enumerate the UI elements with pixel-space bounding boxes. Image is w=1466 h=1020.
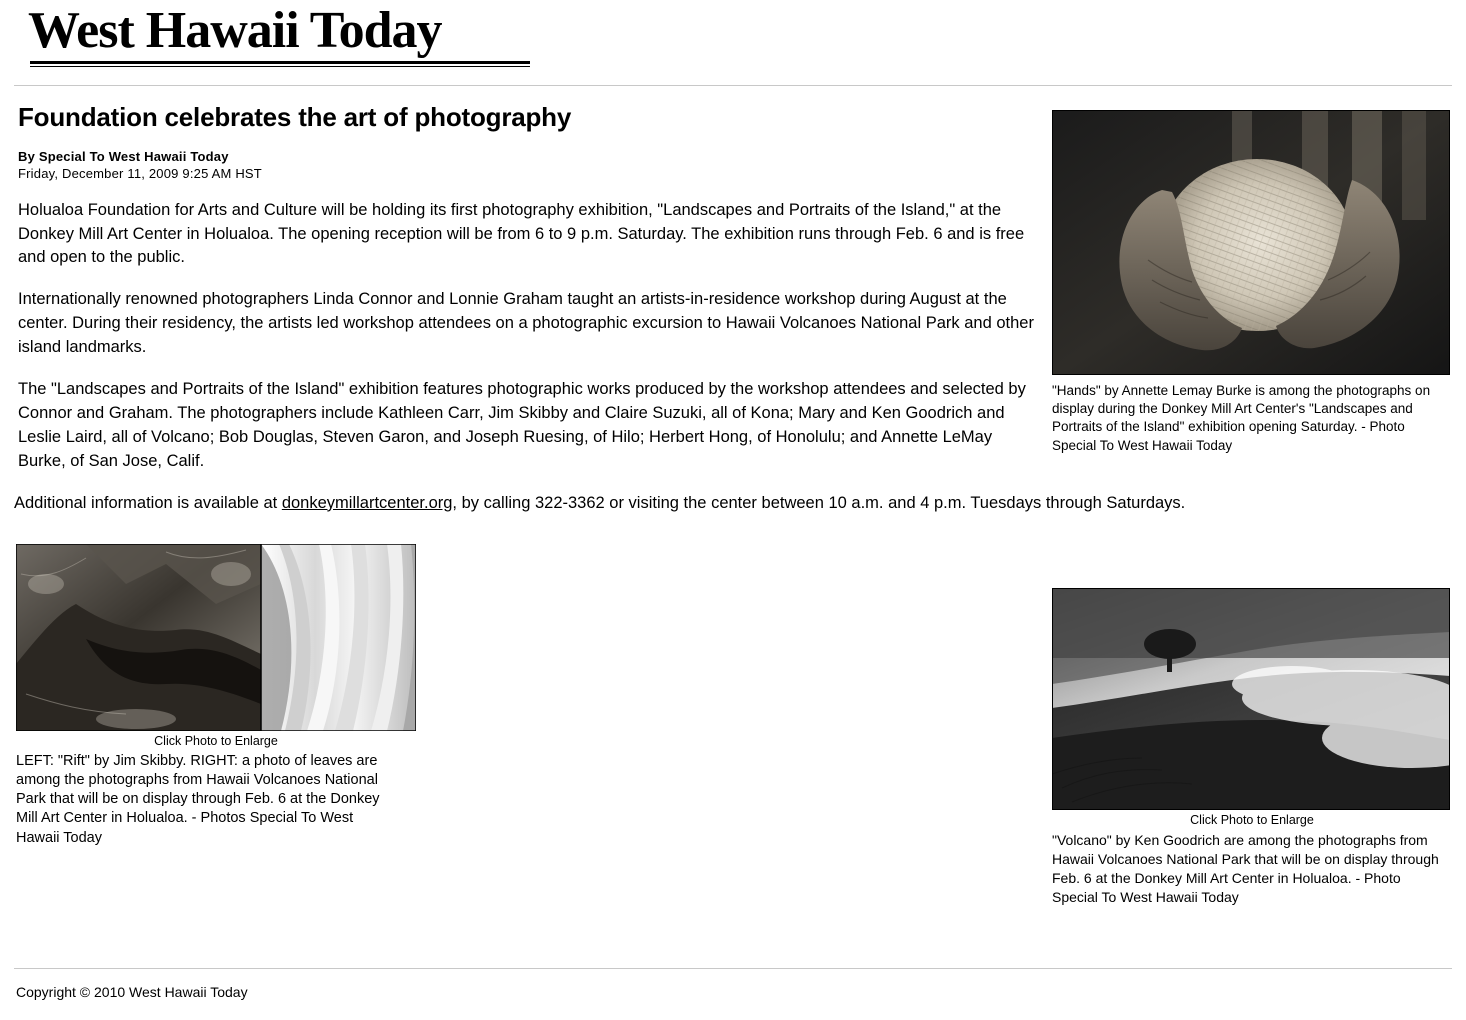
- paragraph: The "Landscapes and Portraits of the Island" exhibition features photographic works produced by the workshop attendees and selected by Connor and Graham. The photographers include Kathleen Carr, Jim Skibby and Claire Suzuki, all of Kona; Mary and Ken Goodrich and Leslie Laird, all of Volcano; Bob Douglas, Steven Garon, and Joseph Ruesing, of Hilo; Herbert Hong, of Honolulu; and Annette LeMay Burke, of San Jose, Calif.: [18, 380, 1026, 470]
- masthead-rule-thick: [30, 61, 530, 64]
- additional-info-before: Additional information is available at: [14, 493, 282, 512]
- left-photo-row: [16, 544, 416, 731]
- volcano-photo[interactable]: [1052, 588, 1450, 810]
- additional-info-after: , by calling 322-3362 or visiting the center between 10 a.m. and 4 p.m. Tuesdays through Saturdays.: [452, 493, 1186, 512]
- volcano-photo-enlarge-label[interactable]: Click Photo to Enlarge: [1190, 813, 1314, 827]
- rift-photo[interactable]: [16, 544, 261, 731]
- volcano-photo-caption: "Volcano" by Ken Goodrich are among the photographs from Hawaii Volcanoes National Park that will be on display through Feb. 6 at the Donkey Mill Art Center in Holualoa. - Photo Special To West Hawaii Today: [1052, 832, 1439, 905]
- left-photo-caption: LEFT: "Rift" by Jim Skibby. RIGHT: a photo of leaves are among the photographs from Hawaii Volcanoes National Park that will be on display through Feb. 6 at the Donkey Mill Art Center in Holualoa. - Photos Special To West Hawaii Today: [16, 753, 380, 846]
- rift-photo-image: [16, 544, 261, 731]
- masthead-rules: [30, 61, 530, 67]
- left-photo-enlarge-label[interactable]: Click Photo to Enlarge: [154, 734, 278, 748]
- article-body: [18, 199, 1038, 474]
- hands-photo-image: [1052, 110, 1450, 375]
- footer-divider: [14, 968, 1452, 969]
- byline: By Special To West Hawaii Today: [18, 148, 229, 164]
- paragraph: Internationally renowned photographers Linda Connor and Lonnie Graham taught an artists-in-residence workshop during August at the center. During their residency, the artists led workshop attendees on a photographic excursion to Hawaii Volcanoes National Park and other island landmarks.: [18, 290, 1034, 357]
- left-photo-group: [16, 544, 416, 848]
- volcano-photo-group: [1052, 588, 1452, 907]
- page-title: Foundation celebrates the art of photography: [18, 101, 572, 132]
- dateline: Friday, December 11, 2009 9:25 AM HST: [18, 165, 262, 181]
- donkeymillartcenter-link[interactable]: donkeymillartcenter.org: [281, 493, 453, 512]
- paragraph: Holualoa Foundation for Arts and Culture will be holding its first photography exhibition, "Landscapes and Portraits of the Island," at the Donkey Mill Art Center in Holualoa. The opening reception will be from 6 to 9 p.m. Saturday. The exhibition runs through Feb. 6 and is free and open to the public.: [18, 200, 1025, 267]
- copyright-text: Copyright © 2010 West Hawaii Today: [16, 984, 248, 1000]
- leaves-photo-image: [261, 544, 416, 731]
- header-divider: [14, 85, 1452, 86]
- volcano-photo-image: [1052, 588, 1450, 810]
- additional-info-paragraph: [14, 492, 1434, 516]
- masthead: [0, 0, 1466, 67]
- leaves-photo[interactable]: [261, 544, 416, 731]
- hands-photo-caption: "Hands" by Annette Lemay Burke is among the photographs on display during the Donkey Mill Art Center's "Landscapes and Portraits of the Island" exhibition opening Saturday. - Photo Special To West Hawaii Today: [1052, 383, 1431, 453]
- masthead-rule-thin: [30, 66, 530, 67]
- hands-photo[interactable]: [1052, 110, 1450, 375]
- masthead-title: West Hawaii Today: [28, 2, 442, 59]
